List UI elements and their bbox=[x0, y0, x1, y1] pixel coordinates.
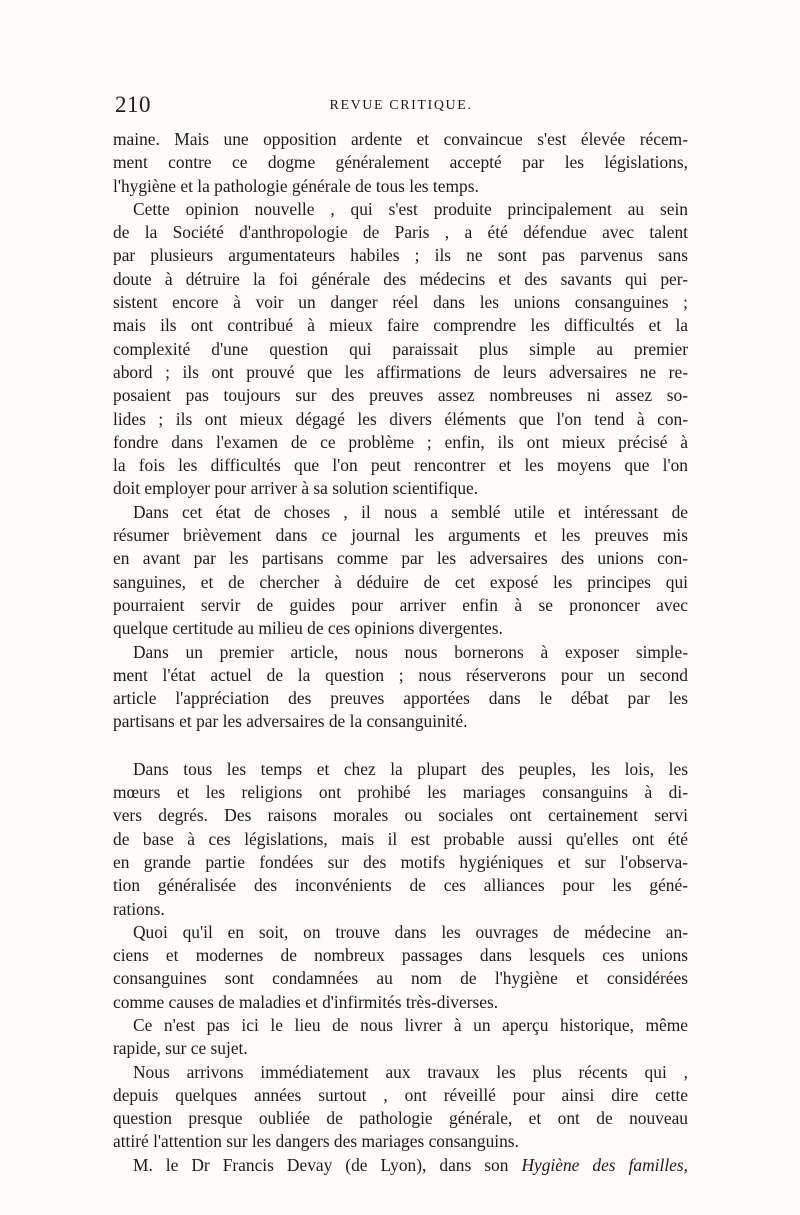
text-line: rapide, sur ce sujet. bbox=[113, 1038, 248, 1059]
text-line: maine. Mais une opposition ardente et convaincue s'est élevée récem- bbox=[113, 129, 688, 149]
body-text bbox=[113, 128, 688, 1177]
text-line: pourraient servir de guides pour arriver enfin à se prononcer avec bbox=[113, 594, 688, 615]
text-line: quelque certitude au milieu de ces opinions divergentes. bbox=[113, 618, 503, 639]
text-line: ment contre ce dogme généralement accepté par les législations, bbox=[113, 152, 688, 173]
text-line: article l'appréciation des preuves apportées dans le débat par les bbox=[113, 688, 688, 709]
text-line: lides ; ils ont mieux dégagé les divers éléments que l'on tend à con- bbox=[113, 408, 688, 429]
text-line: complexité d'une question qui paraissait plus simple au premier bbox=[113, 338, 688, 359]
text-line: ment l'état actuel de la question ; nous réserverons pour un second bbox=[113, 664, 688, 685]
text-line: posaient pas toujours sur des preuves assez nombreuses ni assez so- bbox=[113, 385, 688, 406]
text-line: Dans tous les temps et chez la plupart des peuples, les lois, les bbox=[133, 758, 688, 779]
text-line: partisans et par les adversaires de la consanguinité. bbox=[113, 711, 468, 732]
text-line: par plusieurs argumentateurs habiles ; ils ne sont pas parvenus sans bbox=[113, 245, 688, 266]
running-title: REVUE CRITIQUE. bbox=[329, 98, 473, 113]
text-line: ciens et modernes de nombreux passages dans lesquels ces unions bbox=[113, 945, 688, 966]
text-line: consanguines sont condamnées au nom de l'hygiène et considérées bbox=[113, 968, 688, 989]
text-line: depuis quelques années surtout , ont réveillé pour ainsi dire cette bbox=[113, 1084, 688, 1105]
running-head bbox=[115, 92, 687, 122]
text-line: la fois les difficultés que l'on peut rencontrer et les moyens que l'on bbox=[113, 455, 688, 476]
text-line: doit employer pour arriver à sa solution scientifique. bbox=[113, 478, 479, 499]
text-line: Nous arrivons immédiatement aux travaux les plus récents qui , bbox=[133, 1061, 688, 1082]
text-line: de base à ces législations, mais il est probable aussi qu'elles ont été bbox=[113, 828, 688, 849]
text-line: question presque oubliée de pathologie générale, et ont de nouveau bbox=[113, 1108, 688, 1129]
text-line: résumer brièvement dans ce journal les arguments et les preuves mis bbox=[113, 525, 688, 546]
text-line: rations. bbox=[113, 898, 165, 919]
text-line: vers degrés. Des raisons morales ou sociales ont certainement servi bbox=[113, 805, 688, 826]
text-line: l'hygiène et la pathologie générale de tous les temps. bbox=[113, 175, 479, 196]
text-line: Dans cet état de choses , il nous a semblé utile et intéressant de bbox=[133, 501, 688, 522]
book-title-italic: Hygiène des familles, bbox=[521, 1154, 688, 1175]
text-line: mais ils ont contribué à mieux faire comprendre les difficultés et la bbox=[113, 315, 688, 336]
text-line bbox=[113, 1154, 688, 1177]
section-break bbox=[113, 734, 688, 758]
text-line-roman: M. le Dr Francis Devay (de Lyon), dans son bbox=[133, 1154, 509, 1175]
text-line: doute à détruire la foi générale des médecins et des savants qui per- bbox=[113, 268, 688, 289]
text-line: sistent encore à voir un danger réel dans les unions consanguines ; bbox=[113, 292, 688, 313]
text-line: en avant par les partisans comme par les adversaires des unions con- bbox=[113, 548, 688, 569]
text-line: tion généralisée des inconvénients de ces alliances pour les géné- bbox=[113, 875, 688, 896]
text-line: fondre dans l'examen de ce problème ; enfin, ils ont mieux précisé à bbox=[113, 431, 688, 452]
text-line: Ce n'est pas ici le lieu de nous livrer à un aperçu historique, même bbox=[133, 1014, 688, 1035]
text-line: attiré l'attention sur les dangers des mariages consanguins. bbox=[113, 1131, 519, 1152]
text-line: de la Société d'anthropologie de Paris , a été défendue avec talent bbox=[113, 222, 688, 243]
text-line: Dans un premier article, nous nous bornerons à exposer simple- bbox=[133, 641, 688, 662]
text-line: en grande partie fondées sur des motifs hygiéniques et sur l'observa- bbox=[113, 851, 688, 872]
text-line: comme causes de maladies et d'infirmités très-diverses. bbox=[113, 991, 499, 1012]
text-line: sanguines, et de chercher à déduire de cet exposé les principes qui bbox=[113, 571, 688, 592]
text-line: abord ; ils ont prouvé que les affirmations de leurs adversaires ne re- bbox=[113, 361, 688, 382]
text-line: mœurs et les religions ont prohibé les mariages consanguins à di- bbox=[113, 782, 688, 803]
text-line: Cette opinion nouvelle , qui s'est produite principalement au sein bbox=[133, 198, 688, 219]
text-line: Quoi qu'il en soit, on trouve dans les ouvrages de médecine an- bbox=[133, 921, 688, 942]
page-number: 210 bbox=[115, 92, 151, 117]
